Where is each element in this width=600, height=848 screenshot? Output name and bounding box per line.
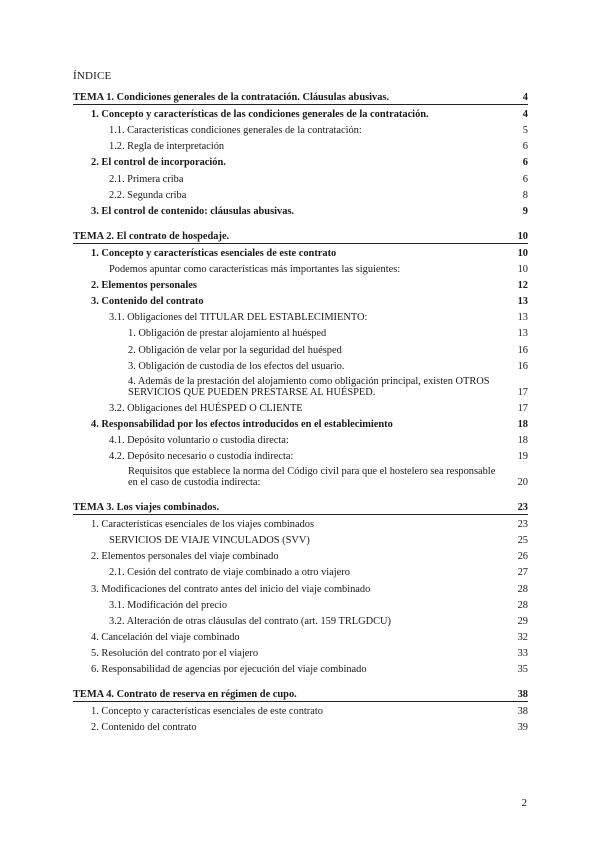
toc-entry-title: 2. El control de incorporación. (91, 157, 226, 169)
toc-entry[interactable] (73, 153, 528, 169)
toc-entry[interactable] (73, 612, 528, 628)
toc-entry-title: 1. Obligación de prestar alojamiento al huésped (128, 328, 327, 340)
toc-entry-page: 19 (517, 450, 528, 462)
toc-entry-page: 13 (517, 312, 528, 324)
toc-entry[interactable] (73, 121, 528, 137)
toc-entry-page: 17 (517, 386, 528, 398)
toc-entry-page: 4 (522, 109, 528, 121)
toc-entry[interactable] (73, 308, 528, 324)
toc-entry-title: 1. Concepto y características esenciales de este contrato (91, 247, 337, 259)
toc-entry-page: 23 (517, 519, 528, 531)
toc-entry[interactable] (73, 718, 528, 734)
toc-entry-page: 28 (517, 599, 528, 611)
toc-entry-title: TEMA 4. Contrato de reserva en régimen de cupo. (73, 689, 297, 701)
toc-entry-title: 3.1. Modificación del precio (109, 599, 228, 611)
toc-entry-title: TEMA 3. Los viajes combinados. (73, 502, 220, 514)
toc-entry[interactable] (73, 415, 528, 431)
toc-entry[interactable] (73, 137, 528, 153)
toc-entry-page: 12 (517, 280, 528, 292)
toc-entry[interactable] (73, 498, 528, 515)
section-gap (73, 676, 528, 685)
toc-entry-title: 2.1. Cesión del contrato de viaje combinado a otro viajero (109, 567, 350, 579)
toc-entry-title: 6. Responsabilidad de agencias por ejecución del viaje combinado (91, 664, 367, 675)
toc-entry-title: TEMA 2. El contrato de hospedaje. (73, 230, 230, 242)
toc-entry[interactable] (73, 579, 528, 595)
toc-entry-page: 10 (517, 230, 528, 242)
toc-entry-title: 2. Elementos personales del viaje combinado (91, 551, 279, 563)
toc-entry-page: 13 (517, 328, 528, 340)
toc-entry-page: 17 (517, 402, 528, 414)
toc-entry-page: 38 (517, 706, 528, 718)
toc-entry[interactable] (73, 340, 528, 356)
toc-entry-title: 2. Obligación de velar por la seguridad del huésped (128, 344, 342, 356)
toc-entry-title: 2. Elementos personales (91, 280, 197, 292)
toc-entry-title: 4. Además de la prestación del alojamiento como obligación principal, existen OTROS SERVICIOS QUE PUEDEN PRESTARSE AL HUÉSPED. (128, 375, 490, 399)
toc-entry-title: 3. Obligación de custodia de los efectos del usuario. (128, 360, 345, 372)
toc-entry-title: 1. Características esenciales de los viajes combinados (91, 519, 315, 531)
toc-entry-title: 3. Contenido del contrato (91, 296, 204, 308)
toc-entry-page: 6 (522, 141, 528, 153)
table-of-contents (73, 88, 528, 734)
toc-entry[interactable] (73, 244, 528, 260)
toc-entry-title: 2.2. Segunda criba (109, 189, 187, 201)
toc-entry[interactable] (73, 463, 528, 489)
toc-entry-title: 2. Contenido del contrato (91, 722, 197, 734)
section-gap (73, 489, 528, 498)
toc-entry-title: 5. Resolución del contrato por el viajero (91, 647, 259, 659)
toc-entry-page: 39 (517, 722, 528, 734)
toc-entry[interactable] (73, 276, 528, 292)
toc-entry-title: 4.2. Depósito necesario o custodia indirecta: (109, 450, 294, 462)
toc-entry-page: 13 (517, 296, 528, 308)
toc-entry-page: 16 (517, 344, 528, 356)
toc-entry-page: 5 (522, 125, 528, 137)
toc-entry-page: 38 (517, 689, 528, 701)
toc-entry-title: 3. Modificaciones del contrato antes del inicio del viaje combinado (91, 583, 371, 595)
toc-entry-page: 6 (522, 157, 528, 169)
toc-entry-title: 4. Responsabilidad por los efectos introducidos en el establecimiento (91, 418, 393, 430)
toc-entry[interactable] (73, 515, 528, 531)
toc-entry[interactable] (73, 447, 528, 463)
toc-entry-page: 32 (517, 631, 528, 643)
toc-entry-page: 4 (522, 92, 528, 104)
toc-entry-page: 10 (517, 247, 528, 259)
page-number: 2 (521, 797, 527, 809)
toc-entry-title: SERVICIOS DE VIAJE VINCULADOS (SVV) (109, 535, 310, 547)
toc-entry-title: 4.1. Depósito voluntario o custodia directa: (109, 434, 289, 446)
toc-entry[interactable] (73, 685, 528, 702)
toc-entry-page: 20 (517, 476, 528, 488)
toc-entry-title: Podemos apuntar como características más importantes las siguientes: (109, 264, 401, 276)
toc-entry[interactable] (73, 628, 528, 644)
toc-entry-title: 1. Concepto y características de las condiciones generales de la contratación. (91, 109, 429, 121)
toc-entry-page: 28 (517, 583, 528, 595)
toc-entry[interactable] (73, 260, 528, 276)
toc-entry-title: 4. Cancelación del viaje combinado (91, 631, 240, 643)
toc-entry-page: 10 (517, 264, 528, 276)
toc-entry[interactable] (73, 531, 528, 547)
toc-entry[interactable] (73, 292, 528, 308)
toc-entry-title: 1.1. Características condiciones generales de la contratación: (109, 125, 362, 137)
toc-entry-title: 3.2. Obligaciones del HUÉSPED O CLIENTE (109, 402, 303, 414)
toc-entry-title: 3.1. Obligaciones del TITULAR DEL ESTABLECIMIENTO: (109, 312, 368, 324)
toc-entry-page: 25 (517, 535, 528, 547)
toc-entry-page: 26 (517, 551, 528, 563)
toc-entry[interactable] (73, 644, 528, 660)
toc-entry[interactable] (73, 563, 528, 579)
toc-entry-page: 9 (522, 205, 528, 217)
toc-entry[interactable] (73, 169, 528, 185)
toc-entry-page: 16 (517, 360, 528, 372)
index-heading: ÍNDICE (73, 70, 112, 82)
toc-entry[interactable] (73, 186, 528, 202)
toc-entry-title: 2.1. Primera criba (109, 173, 184, 185)
toc-entry-page: 35 (517, 664, 528, 675)
toc-entry-page: 6 (522, 173, 528, 185)
toc-entry[interactable] (73, 596, 528, 612)
toc-entry[interactable] (73, 373, 528, 399)
toc-entry-page: 23 (517, 502, 528, 514)
toc-entry[interactable] (73, 702, 528, 718)
toc-entry-page: 33 (517, 647, 528, 659)
toc-entry-title: 3.2. Alteración de otras cláusulas del contrato (art. 159 TRLGDCU) (109, 615, 392, 627)
toc-entry-title: TEMA 1. Condiciones generales de la contratación. Cláusulas abusivas. (73, 92, 390, 104)
toc-entry-page: 27 (517, 567, 528, 579)
toc-entry-title: 1. Concepto y características esenciales de este contrato (91, 706, 323, 718)
toc-entry[interactable] (73, 88, 528, 105)
toc-entry-page: 29 (517, 615, 528, 627)
toc-entry-page: 18 (517, 434, 528, 446)
toc-entry[interactable] (73, 660, 528, 676)
toc-entry[interactable] (73, 431, 528, 447)
toc-entry-title: 1.2. Regla de interpretación (109, 141, 225, 153)
toc-entry[interactable] (73, 547, 528, 563)
toc-entry-title: Requisitos que establece la norma del Código civil para que el hostelero sea responsable en el caso de custodia indirecta: (128, 465, 496, 489)
toc-entry[interactable] (73, 227, 528, 244)
toc-entry[interactable] (73, 105, 528, 121)
toc-entry-page: 18 (517, 418, 528, 430)
toc-entry[interactable] (73, 357, 528, 373)
toc-entry[interactable] (73, 202, 528, 218)
section-gap (73, 218, 528, 227)
toc-entry-title: 3. El control de contenido: cláusulas abusivas. (91, 205, 295, 217)
toc-entry-page: 8 (522, 189, 528, 201)
toc-entry[interactable] (73, 324, 528, 340)
toc-entry[interactable] (73, 399, 528, 415)
